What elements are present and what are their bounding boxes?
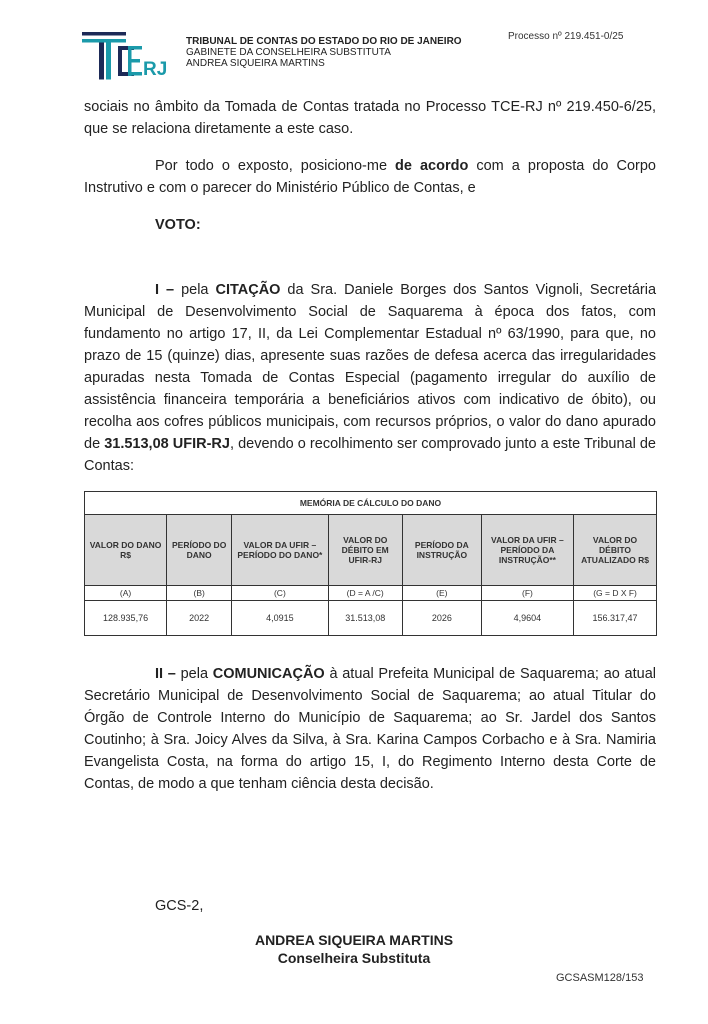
table-header: VALOR DO DANO R$ bbox=[85, 515, 167, 586]
item-citacao bbox=[84, 279, 656, 477]
text: , devendo o recolhimento ser comprovado junto a este Tribunal de Contas: bbox=[84, 436, 656, 474]
table-header: PERÍODO DA INSTRUÇÃO bbox=[402, 515, 481, 586]
table-cell: (B) bbox=[167, 586, 232, 601]
paragraph-continuation: sociais no âmbito da Tomada de Contas tratada no Processo TCE-RJ nº 219.450-6/25, que se relaciona diretamente a este caso. bbox=[84, 99, 656, 137]
tcerj-logo bbox=[82, 32, 172, 82]
text: com a proposta do Corpo Instrutivo e com o parecer do Ministério Público de Contas, e bbox=[84, 158, 656, 196]
process-number: Processo nº 219.451-0/25 bbox=[508, 31, 624, 42]
table-cell: 156.317,47 bbox=[574, 601, 657, 636]
signer-role: Conselheira Substituta bbox=[277, 950, 431, 966]
table-cell: (A) bbox=[85, 586, 167, 601]
institution-name: TRIBUNAL DE CONTAS DO ESTADO DO RIO DE JANEIRO bbox=[186, 36, 462, 47]
text: da Sra. Daniele Borges dos Santos Vignoli, Secretária Municipal de Desenvolvimento Social de Saquarema à época dos fatos, com fundamento no artigo 17, II, da Lei Complementar Estadual nº 63/1990, para que, no prazo de 15 (quinze) dias, apresente suas razões de defesa acerca das irregularidades apuradas nesta Tomada de Contas Especial (pagamento irregular do auxílio de assistência financeira temporária a beneficiários ativos com indicativo de óbito), ou recolha aos cofres públicos municipais, com recursos próprios, o valor do dano apurado de bbox=[84, 282, 657, 452]
voto-label: VOTO: bbox=[155, 217, 201, 233]
table-cell: 128.935,76 bbox=[85, 601, 167, 636]
table-cell: 31.513,08 bbox=[328, 601, 402, 636]
text: pela bbox=[180, 666, 213, 682]
bold-text: de acordo bbox=[395, 158, 469, 174]
table-cell: 4,9604 bbox=[481, 601, 573, 636]
table-cell: (C) bbox=[232, 586, 328, 601]
signer-name: ANDREA SIQUEIRA MARTINS bbox=[254, 932, 454, 948]
table-header: VALOR DO DÉBITO EM UFIR-RJ bbox=[328, 515, 402, 586]
damage-calculation-table bbox=[84, 491, 657, 636]
item-number: I – bbox=[155, 282, 182, 298]
table-cell: 2026 bbox=[402, 601, 481, 636]
item-number: II – bbox=[155, 666, 181, 682]
table-cell: (E) bbox=[402, 586, 481, 601]
damage-amount: 31.513,08 UFIR-RJ bbox=[104, 436, 230, 452]
institution-block bbox=[186, 36, 462, 69]
table-cell: 4,0915 bbox=[232, 601, 328, 636]
text: pela bbox=[181, 282, 216, 298]
table-title: MEMÓRIA DE CÁLCULO DO DANO bbox=[85, 492, 657, 515]
table-cell: 2022 bbox=[167, 601, 232, 636]
bold-text: CITAÇÃO bbox=[215, 282, 281, 298]
table-cell: (G = D X F) bbox=[574, 586, 657, 601]
document-header bbox=[0, 0, 708, 90]
table-cell: (F) bbox=[481, 586, 573, 601]
office-name: GABINETE DA CONSELHEIRA SUBSTITUTA bbox=[186, 47, 391, 58]
text: Por todo o exposto, posiciono-me bbox=[155, 158, 396, 174]
document-body bbox=[84, 96, 656, 795]
table-header: PERÍODO DO DANO bbox=[167, 515, 232, 586]
text: à atual Prefeita Municipal de Saquarema; ao atual Secretário Municipal de Desenvolvimento Social de Saquarema; ao atual Titular do Órgão de Controle Interno do Município de Saquarema; ao Sr. Jardel dos Santos Coutinho; à Sra. Joicy Alves da Silva, à Sra. Karina Campos Corbacho e à Sra. Namiria Evangelista Costa, na forma do artigo 15, I, do Regimento Interno desta Corte de Contas, de modo a que tenham ciência desta decisão. bbox=[84, 666, 656, 792]
svg-text:RJ: RJ bbox=[143, 59, 168, 80]
paragraph-exposto bbox=[84, 155, 656, 199]
gcs-label: GCS-2, bbox=[155, 898, 204, 914]
document-code: GCSASM128/153 bbox=[556, 972, 644, 984]
bold-text: COMUNICAÇÃO bbox=[212, 666, 325, 682]
item-comunicacao bbox=[84, 663, 656, 795]
table-header: VALOR DA UFIR – PERÍODO DA INSTRUÇÃO** bbox=[481, 515, 573, 586]
table-cell: (D = A /C) bbox=[328, 586, 402, 601]
table-header: VALOR DO DÉBITO ATUALIZADO R$ bbox=[574, 515, 657, 586]
councillor-name: ANDREA SIQUEIRA MARTINS bbox=[186, 58, 325, 69]
table-header: VALOR DA UFIR – PERÍODO DO DANO* bbox=[232, 515, 328, 586]
